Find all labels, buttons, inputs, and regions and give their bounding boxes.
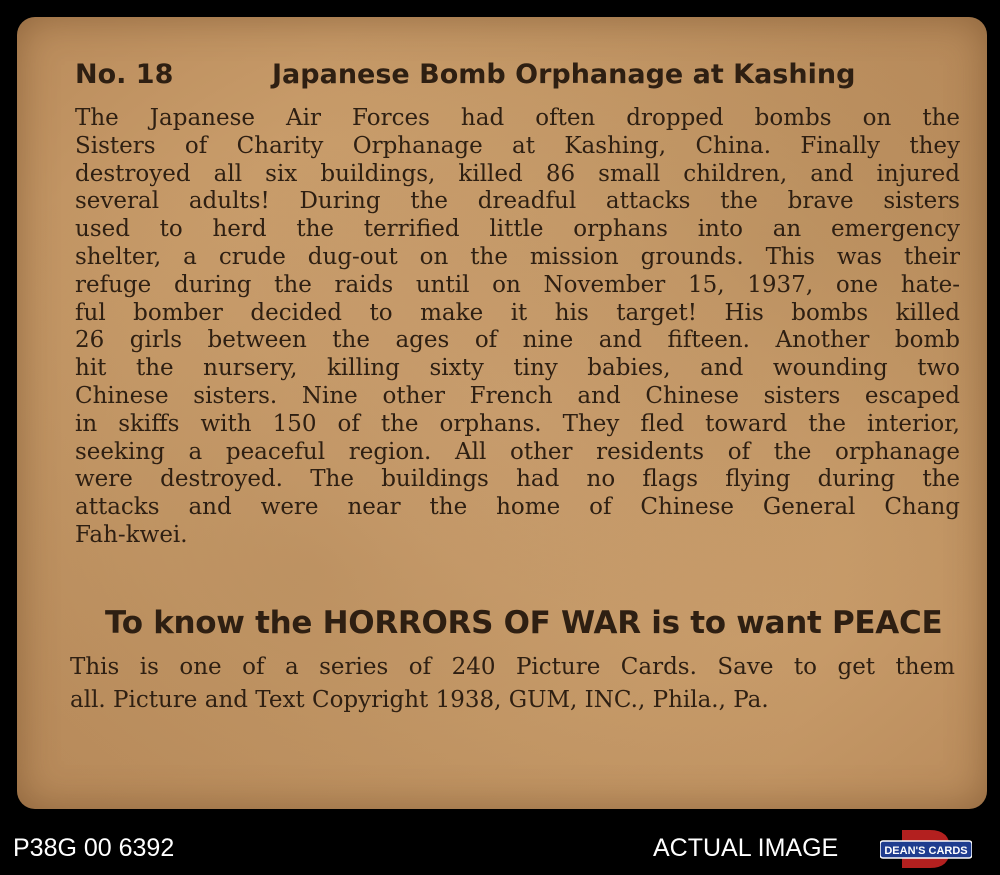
cert-number: P38G 00 6392 bbox=[13, 834, 175, 862]
card-title: Japanese Bomb Orphanage at Kashing bbox=[272, 59, 856, 90]
actual-image-label: ACTUAL IMAGE bbox=[653, 834, 839, 862]
series-line: This is one of a series of 240 Picture Cards. Save to get them bbox=[70, 654, 955, 680]
body-line: ful bomber decided to make it his target! His bombs killed bbox=[75, 299, 960, 326]
body-line: Chinese sisters. Nine other French and Chinese sisters escaped bbox=[75, 382, 960, 409]
body-line: used to herd the terrified little orphans into an emergency bbox=[75, 216, 960, 243]
body-line: were destroyed. The buildings had no flags flying during the bbox=[75, 466, 960, 493]
body-line: Sisters of Charity Orphanage at Kashing, China. Finally they bbox=[75, 132, 960, 159]
body-line: seeking a peaceful region. All other residents of the orphanage bbox=[75, 438, 960, 465]
card-number: No. 18 bbox=[75, 59, 174, 90]
body-line: attacks and were near the home of Chinese General Chang bbox=[75, 494, 960, 521]
body-line: in skiffs with 150 of the orphans. They fled toward the interior, bbox=[75, 410, 960, 437]
body-line: refuge during the raids until on November 15, 1937, one hate- bbox=[75, 271, 960, 298]
deans-cards-logo bbox=[880, 828, 972, 870]
card-header bbox=[75, 59, 955, 103]
trading-card-back bbox=[17, 17, 987, 809]
card-body-text bbox=[75, 105, 960, 550]
body-line: Fah-kwei. bbox=[75, 521, 188, 548]
body-line: The Japanese Air Forces had often dropped bombs on the bbox=[75, 105, 960, 131]
body-line: several adults! During the dreadful attacks the brave sisters bbox=[75, 188, 960, 215]
body-line: shelter, a crude dug-out on the mission grounds. This was their bbox=[75, 243, 960, 270]
body-line: 26 girls between the ages of nine and fifteen. Another bomb bbox=[75, 327, 960, 354]
body-line: hit the nursery, killing sixty tiny babies, and wounding two bbox=[75, 355, 960, 382]
logo-text: DEAN'S CARDS bbox=[884, 845, 968, 857]
series-note bbox=[70, 651, 955, 717]
body-line: destroyed all six buildings, killed 86 small children, and injured bbox=[75, 160, 960, 187]
card-slogan: To know the HORRORS OF WAR is to want PEACE bbox=[105, 605, 943, 641]
series-line: all. Picture and Text Copyright 1938, GUM, INC., Phila., Pa. bbox=[70, 687, 769, 713]
